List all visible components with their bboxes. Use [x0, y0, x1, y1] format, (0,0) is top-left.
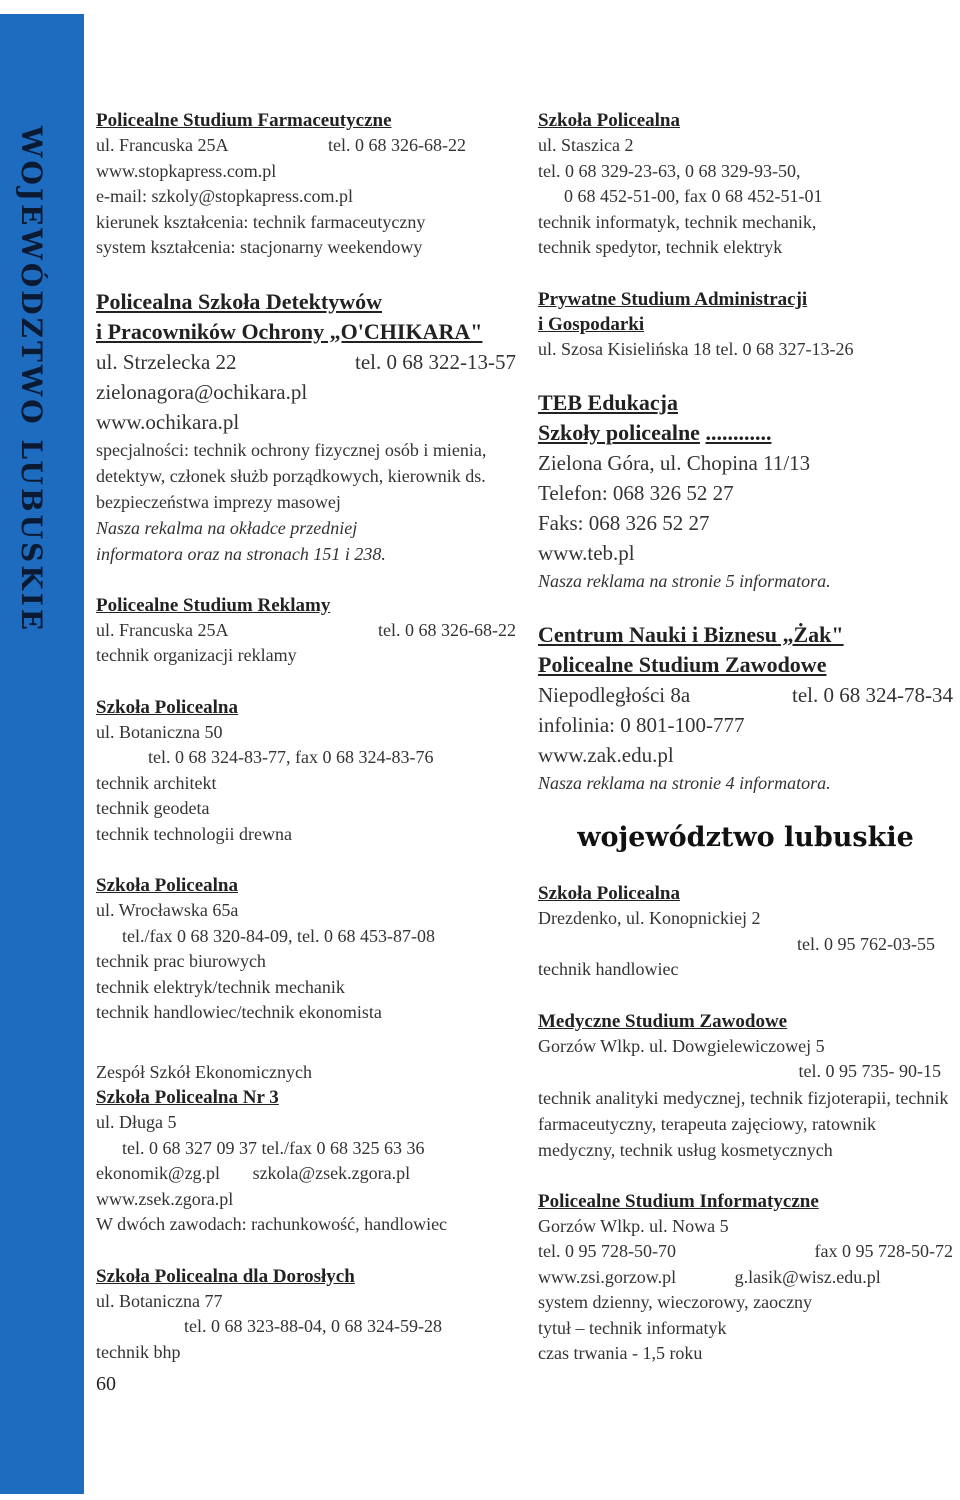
- phone: tel. 0 95 735- 90-15: [798, 1061, 941, 1081]
- phone: tel. 0 68 329-23-63, 0 68 329-93-50,: [538, 160, 801, 181]
- address: Niepodległości 8a: [538, 683, 691, 707]
- left-column: [96, 108, 516, 1396]
- school-title: Szkoła Policealna: [96, 696, 238, 718]
- profession: technik informatyk, technik mechanik,: [538, 211, 817, 232]
- profession: W dwóch zawodach: rachunkowość, handlowiec: [96, 1214, 448, 1234]
- school-title: Policealna Szkoła Detektywów: [96, 288, 382, 314]
- phone: tel. 0 95 762-03-55: [797, 933, 935, 954]
- profession: technik organizacji reklamy: [96, 645, 297, 665]
- email-link[interactable]: zielonagora@ochikara.pl: [96, 379, 308, 404]
- school-entry: [538, 108, 953, 261]
- phone: tel. 0 68 326-68-22: [328, 135, 466, 155]
- phone: tel./fax 0 68 320-84-09, tel. 0 68 453-87-08: [122, 925, 435, 946]
- address: Gorzów Wlkp. ul. Dowgielewiczowej 5: [538, 1035, 825, 1056]
- dots: ............: [705, 420, 772, 445]
- phone: tel. 0 68 324-78-34: [792, 683, 953, 707]
- school-title-cont: Policealne Studium Zawodowe: [538, 652, 827, 677]
- address: ul. Wrocławska 65a: [96, 900, 239, 920]
- phone: tel. 0 68 322-13-57: [355, 349, 516, 374]
- school-entry: [538, 1009, 953, 1163]
- title-info: tytuł – technik informatyk: [538, 1317, 727, 1338]
- school-title-cont: i Pracowników Ochrony „O'CHIKARA": [96, 318, 483, 344]
- contact-line: [538, 1265, 953, 1291]
- email-link[interactable]: g.lasik@wisz.edu.pl: [734, 1266, 881, 1287]
- school-title: Szkoła Policealna dla Dorosłych: [96, 1265, 355, 1287]
- address: ul. Francuska 25A: [96, 619, 229, 640]
- website-link[interactable]: www.teb.pl: [538, 541, 635, 565]
- profession: technik handlowiec/technik ekonomista: [96, 1002, 382, 1022]
- system-info: system kształcenia: stacjonarny weekendowy: [96, 237, 423, 257]
- address: ul. Staszica 2: [538, 135, 634, 155]
- address: ul. Botaniczna 50: [96, 721, 223, 742]
- phone: Telefon: 068 326 52 27: [538, 481, 734, 505]
- address-line: [96, 133, 516, 159]
- phone: tel. 0 68 323-88-04, 0 68 324-59-28: [184, 1316, 442, 1336]
- email-link[interactable]: ekonomik@zg.pl: [96, 1163, 221, 1183]
- school-title: Szkoła Policealna: [538, 110, 680, 131]
- duration-info: czas trwania - 1,5 roku: [538, 1343, 703, 1363]
- sidebar-label: WOJEWÓDZTWO LUBUSKIE: [15, 126, 48, 634]
- phone: tel. 0 68 324-83-77, fax 0 68 324-83-76: [148, 747, 434, 767]
- address: ul. Długa 5: [96, 1112, 177, 1132]
- phone: tel. 0 95 728-50-70: [538, 1241, 676, 1261]
- phone-cont: 0 68 452-51-00, fax 0 68 452-51-01: [564, 186, 823, 206]
- program-info: kierunek kształcenia: technik farmaceutyczny: [96, 211, 426, 232]
- school-title: Policealne Studium Reklamy: [96, 594, 331, 616]
- school-entry: [96, 593, 516, 669]
- sidebar-band: [0, 14, 84, 1494]
- profession: technik geodeta: [96, 798, 210, 818]
- address: ul. Botaniczna 77: [96, 1290, 223, 1311]
- system-info: system dzienny, wieczorowy, zaoczny: [538, 1292, 813, 1312]
- address-line: [96, 347, 516, 377]
- school-title: Prywatne Studium Administracji: [538, 288, 808, 310]
- address: ul. Francuska 25A: [96, 135, 229, 155]
- website-link[interactable]: www.zsi.gorzow.pl: [538, 1266, 677, 1287]
- profession: technik elektryk/technik mechanik: [96, 976, 345, 997]
- profession: technik spedytor, technik elektryk: [538, 237, 783, 257]
- profession: technik technologii drewna: [96, 823, 292, 844]
- right-column: [538, 108, 953, 1393]
- profession: technik bhp: [96, 1341, 181, 1362]
- fax: fax 0 95 728-50-72: [814, 1241, 953, 1261]
- school-entry: [96, 1060, 516, 1238]
- address: Drezdenko, ul. Konopnickiej 2: [538, 908, 761, 928]
- school-entry: [96, 287, 516, 567]
- email-link[interactable]: szkola@zsek.zgora.pl: [252, 1163, 411, 1183]
- address-line: [538, 680, 953, 710]
- email-line: [96, 1161, 516, 1187]
- profession: technik prac biurowych: [96, 951, 266, 971]
- profession: technik handlowiec: [538, 959, 679, 979]
- school-title: Centrum Nauki i Biznesu „Żak": [538, 622, 844, 647]
- ad-note: Nasza rekalma na okładce przedniej: [96, 517, 358, 538]
- fax: Faks: 068 326 52 27: [538, 511, 710, 535]
- school-title: Szkoła Policealna: [96, 875, 238, 896]
- email-link[interactable]: e-mail: szkoly@stopkapress.com.pl: [96, 186, 354, 206]
- school-subtitle-line: [538, 418, 953, 448]
- address: Zielona Góra, ul. Chopina 11/13: [538, 451, 811, 475]
- school-title: Szkoła Policealna: [538, 883, 680, 904]
- phone: tel. 0 68 326-68-22: [378, 619, 516, 640]
- page-number: 60: [96, 1373, 116, 1395]
- school-title: Policealne Studium Farmaceutyczne: [96, 110, 392, 131]
- school-entry: [96, 695, 516, 848]
- ad-note-cont: informatora oraz na stronach 151 i 238.: [96, 543, 386, 564]
- website-link[interactable]: www.zak.edu.pl: [538, 743, 674, 767]
- school-title: Medyczne Studium Zawodowe: [538, 1010, 788, 1032]
- ad-note: Nasza reklama na stronie 4 informatora.: [538, 773, 831, 793]
- school-entry: [538, 287, 953, 363]
- school-title-cont: i Gospodarki: [538, 313, 645, 335]
- school-subtitle: Szkoły policealne: [538, 420, 700, 445]
- address: Gorzów Wlkp. ul. Nowa 5: [538, 1215, 729, 1236]
- phone-line: [538, 1239, 953, 1265]
- profession: technik architekt: [96, 772, 217, 793]
- school-entry: [96, 108, 516, 261]
- school-entry: [538, 1189, 953, 1367]
- address: ul. Szosa Kisielińska 18 tel. 0 68 327-13-26: [538, 338, 854, 359]
- address-line: [96, 618, 516, 644]
- school-entry: [96, 1264, 516, 1366]
- hotline: infolinia: 0 801-100-777: [538, 713, 745, 737]
- school-entry: [538, 881, 953, 983]
- professions: technik analityki medycznej, technik fizjoterapii, technik farmaceutyczny, terapeuta zajęciowy, ratownik medyczny, technik usług kosmetycznych: [538, 1087, 949, 1160]
- school-entry: [538, 388, 953, 594]
- website-link[interactable]: www.zsek.zgora.pl: [96, 1188, 234, 1209]
- parent-institution: Zespół Szkół Ekonomicznych: [96, 1061, 312, 1082]
- address: ul. Strzelecka 22: [96, 349, 237, 374]
- school-title: Policealne Studium Informatyczne: [538, 1190, 819, 1212]
- phone: tel. 0 68 327 09 37 tel./fax 0 68 325 63 36: [122, 1137, 425, 1158]
- ad-note: Nasza reklama na stronie 5 informatora.: [538, 571, 831, 591]
- website-link[interactable]: www.stopkapress.com.pl: [96, 160, 277, 181]
- school-title: TEB Edukacja: [538, 390, 678, 415]
- school-title: Szkoła Policealna Nr 3: [96, 1087, 279, 1108]
- school-entry: [538, 620, 953, 796]
- school-entry: [96, 873, 516, 1026]
- specialties: specjalności: technik ochrony fizycznej osób i mienia, detektyw, członek służb porządkowych, kierownik ds. bezpieczeństwa imprezy masowej: [96, 439, 487, 512]
- website-link[interactable]: www.ochikara.pl: [96, 409, 240, 434]
- region-heading: województwo lubuskie: [577, 822, 914, 853]
